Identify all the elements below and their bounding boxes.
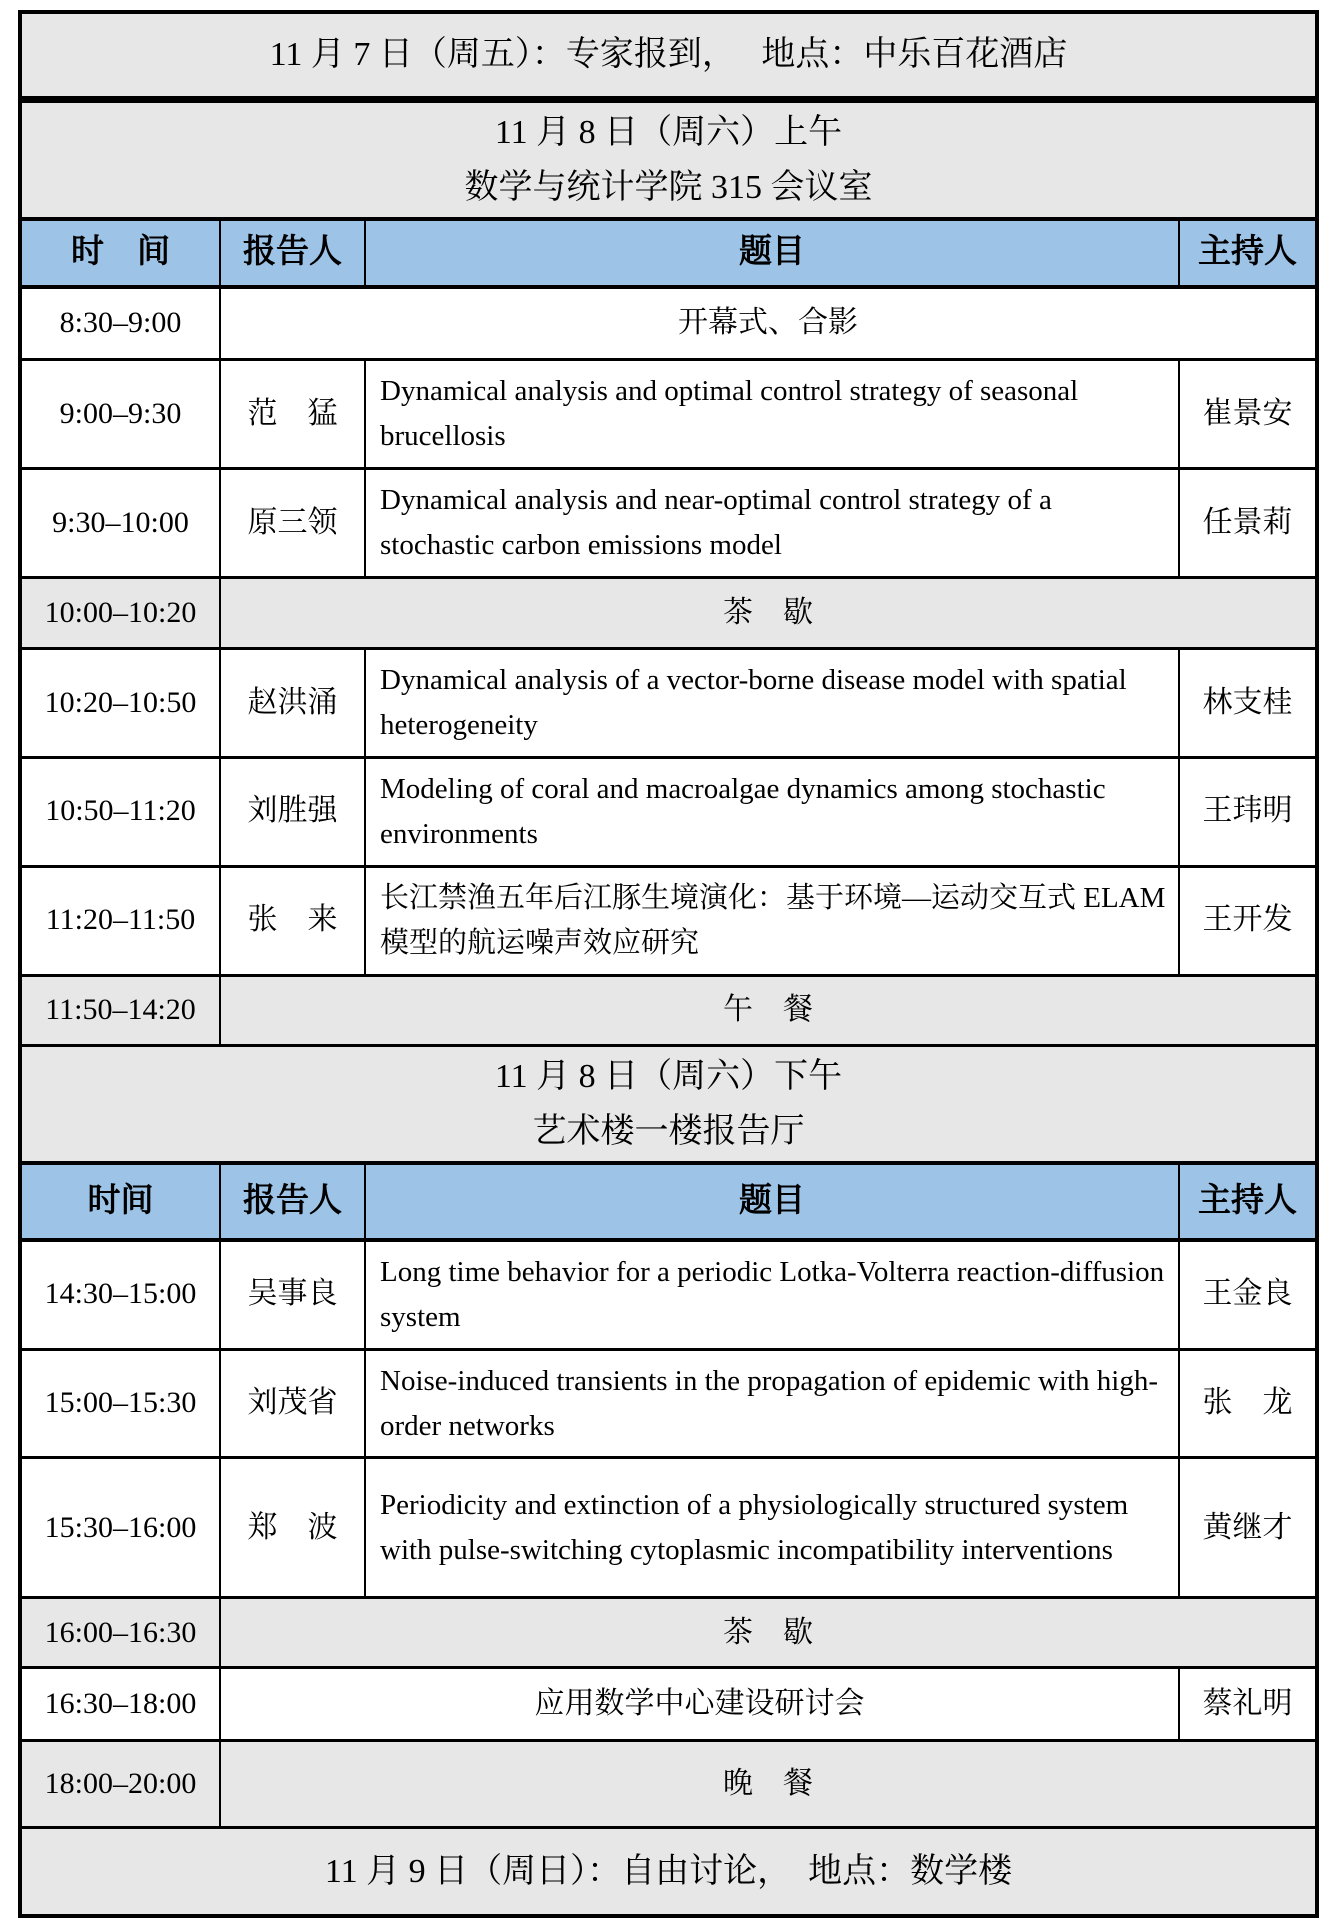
morning-session-venue: 数学与统计学院 315 会议室 [464, 168, 873, 206]
schedule-row-seminar [20, 1668, 1317, 1741]
time-cell: 16:30–18:00 [20, 1668, 220, 1741]
time-cell: 18:00–20:00 [20, 1741, 220, 1828]
schedule-row [20, 1349, 1317, 1458]
afternoon-session-banner-row [20, 1045, 1317, 1163]
day1-banner-row [20, 12, 1317, 99]
morning-session-date: 11 月 8 日（周六）上午 [494, 113, 843, 151]
event-cell: 应用数学中心建设研讨会 [220, 1668, 1179, 1741]
time-cell: 15:00–15:30 [20, 1349, 220, 1458]
title-cell: Long time behavior for a periodic Lotka-Volterra reaction-diffusion system [365, 1240, 1179, 1349]
column-header-time: 时间 [20, 1163, 220, 1240]
speaker-cell: 吴事良 [220, 1240, 365, 1349]
speaker-cell: 张 来 [220, 866, 365, 975]
chair-cell: 王玮明 [1179, 757, 1317, 866]
schedule-row [20, 648, 1317, 757]
column-header-title: 题目 [365, 219, 1179, 287]
schedule-row [20, 360, 1317, 469]
chair-cell: 蔡礼明 [1179, 1668, 1317, 1741]
column-header-chair: 主持人 [1179, 1163, 1317, 1240]
speaker-cell: 范 猛 [220, 360, 365, 469]
time-cell: 8:30–9:00 [20, 287, 220, 360]
schedule-row [20, 1240, 1317, 1349]
title-cell: Dynamical analysis and optimal control strategy of seasonal brucellosis [365, 360, 1179, 469]
column-header-title: 题目 [365, 1163, 1179, 1240]
day1-banner-text: 11 月 7 日（周五）：专家报到， 地点：中乐百花酒店 [20, 12, 1317, 99]
time-cell: 9:00–9:30 [20, 360, 220, 469]
event-cell: 茶 歇 [220, 1598, 1317, 1668]
conference-schedule-table [18, 10, 1319, 1918]
speaker-cell: 刘茂省 [220, 1349, 365, 1458]
time-cell: 10:20–10:50 [20, 648, 220, 757]
schedule-row [20, 866, 1317, 975]
time-cell: 10:50–11:20 [20, 757, 220, 866]
time-cell: 15:30–16:00 [20, 1458, 220, 1598]
schedule-row [20, 469, 1317, 578]
column-header-chair: 主持人 [1179, 219, 1317, 287]
chair-cell: 林支桂 [1179, 648, 1317, 757]
time-cell: 16:00–16:30 [20, 1598, 220, 1668]
title-cell: Dynamical analysis of a vector-borne disease model with spatial heterogeneity [365, 648, 1179, 757]
time-cell: 11:50–14:20 [20, 975, 220, 1045]
event-cell: 午 餐 [220, 975, 1317, 1045]
afternoon-column-header-row [20, 1163, 1317, 1240]
afternoon-session-banner [20, 1045, 1317, 1163]
schedule-row-opening [20, 287, 1317, 360]
time-cell: 14:30–15:00 [20, 1240, 220, 1349]
morning-column-header-row [20, 219, 1317, 287]
speaker-cell: 原三领 [220, 469, 365, 578]
title-cell: Periodicity and extinction of a physiologically structured system with pulse-switching cytoplasmic incompatibility interventions [365, 1458, 1179, 1598]
column-header-speaker: 报告人 [220, 219, 365, 287]
chair-cell: 黄继才 [1179, 1458, 1317, 1598]
column-header-speaker: 报告人 [220, 1163, 365, 1240]
title-cell: Dynamical analysis and near-optimal control strategy of a stochastic carbon emissions model [365, 469, 1179, 578]
break-row-tea-morning [20, 577, 1317, 648]
chair-cell: 任景莉 [1179, 469, 1317, 578]
chair-cell: 张 龙 [1179, 1349, 1317, 1458]
speaker-cell: 赵洪涌 [220, 648, 365, 757]
time-cell: 10:00–10:20 [20, 577, 220, 648]
schedule-row [20, 757, 1317, 866]
event-cell: 晚 餐 [220, 1741, 1317, 1828]
event-cell: 茶 歇 [220, 577, 1317, 648]
speaker-cell: 郑 波 [220, 1458, 365, 1598]
event-cell: 开幕式、合影 [220, 287, 1317, 360]
chair-cell: 王金良 [1179, 1240, 1317, 1349]
break-row-lunch [20, 975, 1317, 1045]
title-cell: Modeling of coral and macroalgae dynamics among stochastic environments [365, 757, 1179, 866]
afternoon-session-date: 11 月 8 日（周六）下午 [494, 1057, 843, 1095]
break-row-dinner [20, 1741, 1317, 1828]
column-header-time: 时 间 [20, 219, 220, 287]
time-cell: 9:30–10:00 [20, 469, 220, 578]
time-cell: 11:20–11:50 [20, 866, 220, 975]
morning-session-banner [20, 99, 1317, 219]
morning-session-banner-row [20, 99, 1317, 219]
title-cell: 长江禁渔五年后江豚生境演化：基于环境—运动交互式 ELAM 模型的航运噪声效应研究 [365, 866, 1179, 975]
schedule-row [20, 1458, 1317, 1598]
day3-banner-text: 11 月 9 日（周日）：自由讨论， 地点：数学楼 [20, 1828, 1317, 1916]
afternoon-session-venue: 艺术楼一楼报告厅 [532, 1112, 805, 1150]
break-row-tea-afternoon [20, 1598, 1317, 1668]
chair-cell: 王开发 [1179, 866, 1317, 975]
chair-cell: 崔景安 [1179, 360, 1317, 469]
day3-banner-row [20, 1828, 1317, 1916]
speaker-cell: 刘胜强 [220, 757, 365, 866]
title-cell: Noise-induced transients in the propagation of epidemic with high-order networks [365, 1349, 1179, 1458]
